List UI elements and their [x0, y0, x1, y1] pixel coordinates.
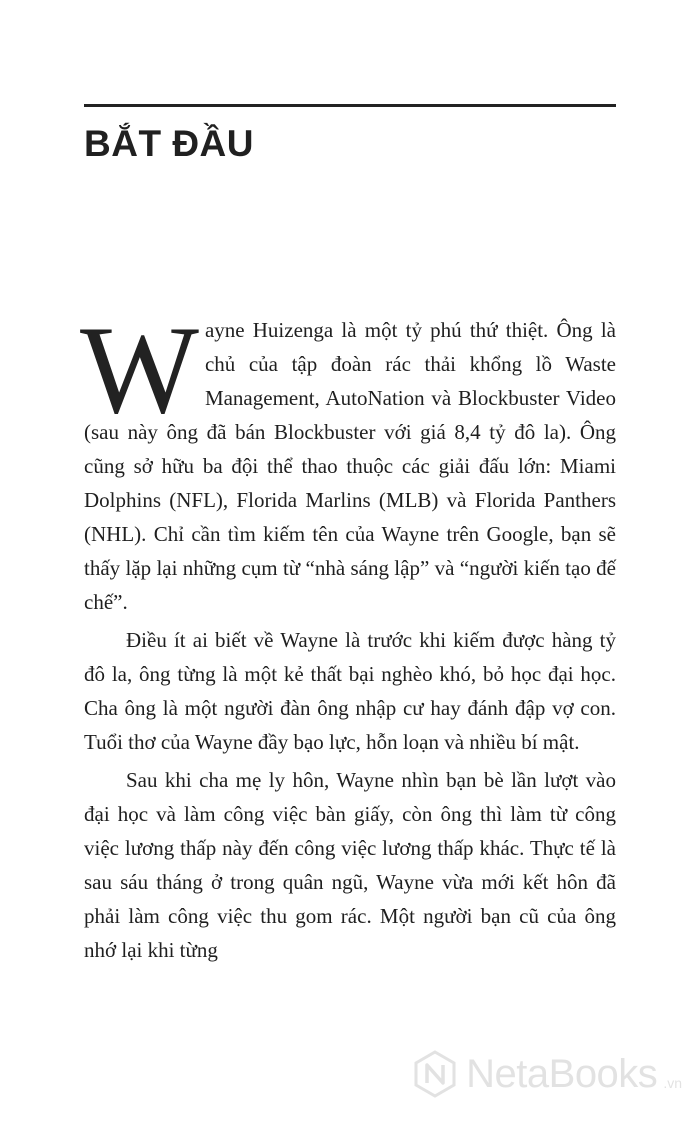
watermark-tld: .vn [663, 1075, 682, 1091]
chapter-rule [84, 104, 616, 107]
watermark [410, 1049, 682, 1099]
paragraph-2: Điều ít ai biết về Wayne là trước khi kiếm được hàng tỷ đô la, ông từng là một kẻ thất bại nghèo khó, bỏ học đại học. Cha ông là một người đàn ông nhập cư hay đánh đập vợ con. Tuổi thơ của Wayne đầy bạo lực, hỗn loạn và nhiều bí mật. [84, 628, 616, 754]
netabooks-logo-icon [410, 1049, 460, 1099]
paragraph-1-text: ayne Huizenga là một tỷ phú thứ thiệt. Ông là chủ của tập đoàn rác thải khổng lồ Waste Management, AutoNation và Blockbuster Video (sau này ông đã bán Blockbuster với giá 8,4 tỷ đô la). Ông cũng sở hữu ba đội thể thao thuộc các giải đấu lớn: Miami Dolphins (NFL), Florida Marlins (MLB) và Florida Panthers (NHL). Chỉ cần tìm kiếm tên của Wayne trên Google, bạn sẽ thấy lặp lại những cụm từ “nhà sáng lập” và “người kiến tạo đế chế”. [84, 318, 616, 614]
body-text [80, 301, 616, 967]
chapter-title: BẮT ĐẦU [84, 123, 254, 164]
paragraph-1 [80, 301, 616, 619]
paragraph-3: Sau khi cha mẹ ly hôn, Wayne nhìn bạn bè lần lượt vào đại học và làm công việc bàn giấy, còn ông thì làm từ công việc lương thấp này đến công việc lương thấp khác. Thực tế là sau sáu tháng ở trong quân ngũ, Wayne vừa mới kết hôn đã phải làm công việc thu gom rác. Một người bạn cũ của ông nhớ lại khi từng [84, 768, 616, 962]
drop-cap: W [80, 301, 199, 440]
watermark-text: NetaBooks [466, 1051, 658, 1096]
